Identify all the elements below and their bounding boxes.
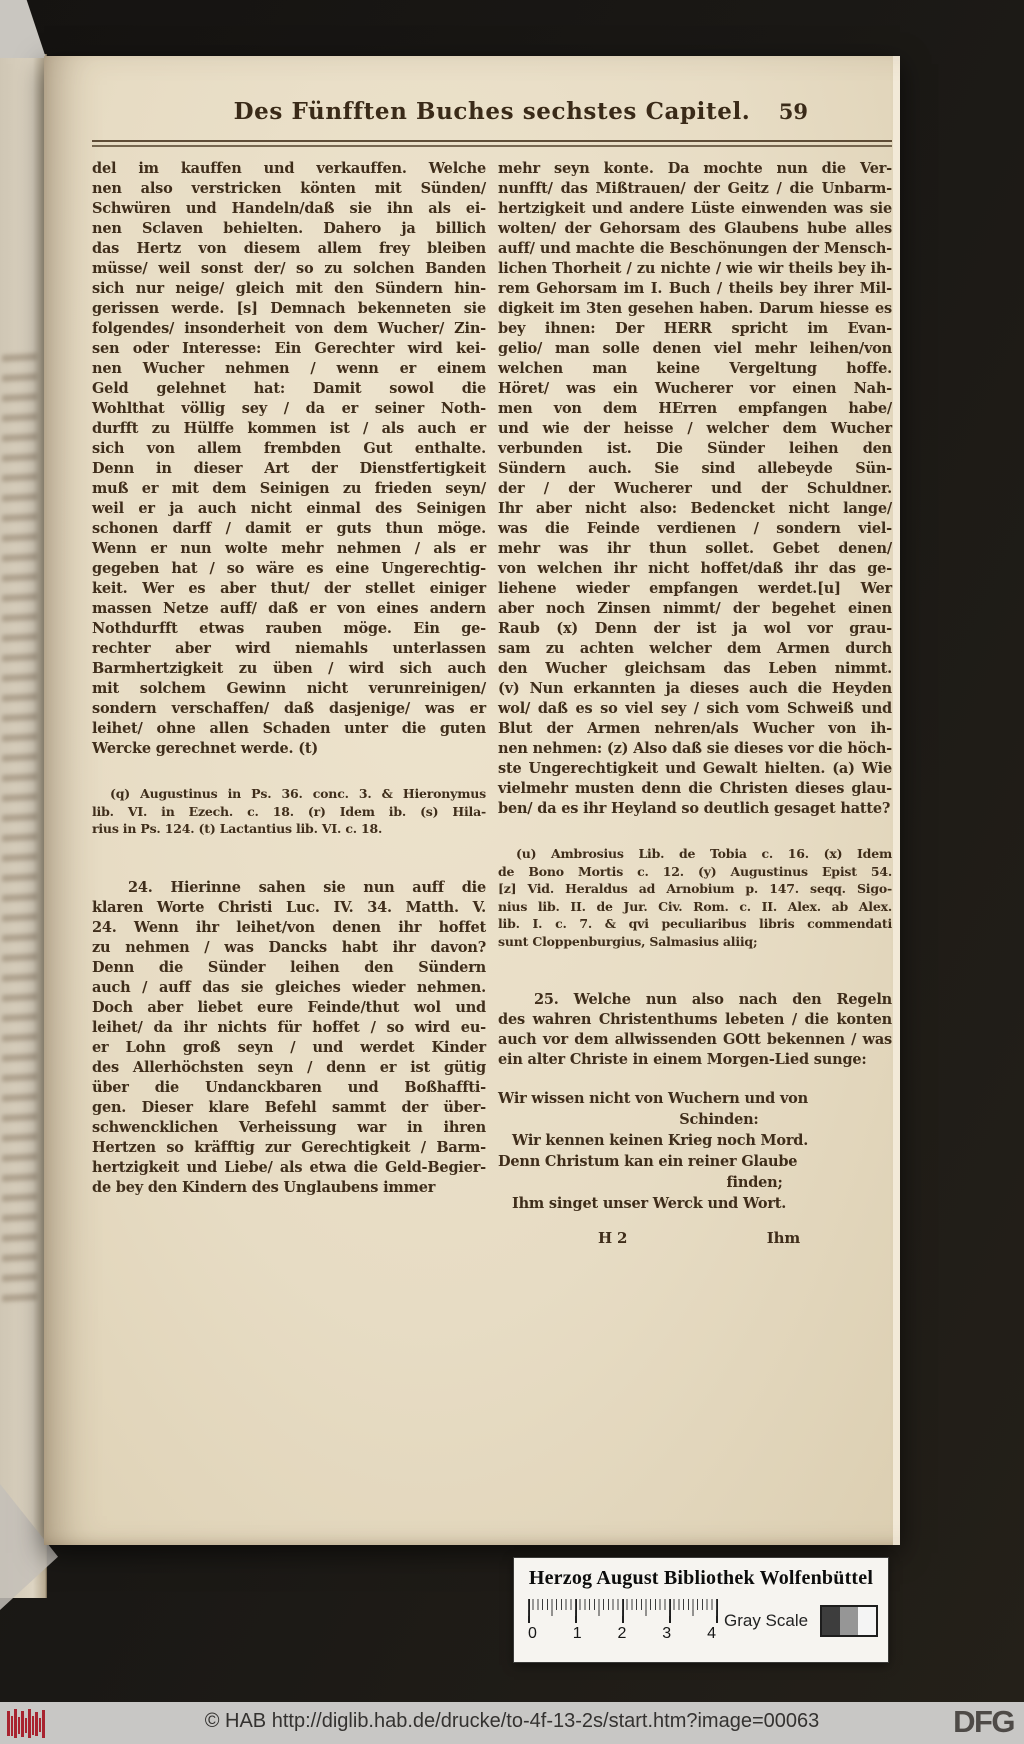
text-line: von welchen ihr nicht hoffet/daß ihr das ge- (498, 560, 892, 577)
text-line: gegeben hat / so wäre es eine Ungerechtig- (92, 560, 486, 577)
text-line: Denn in dieser Art der Dienstfertigkeit (92, 460, 486, 477)
text-line: de Bono Mortis c. 12. (y) Augustinus Epist 54. (498, 863, 892, 879)
text-line: Ihr aber nicht also: Bedencket nicht lange/ (498, 500, 892, 517)
text-line: Wir wissen nicht von Wuchern und von (498, 1090, 808, 1107)
text-line: durfft zu Hülffe kommen ist / als auch er (92, 420, 486, 437)
text-line: verbunden ist. Die Sünder leihen den (498, 440, 892, 457)
ruler-number: 1 (572, 1625, 582, 1642)
ruler-number: 4 (707, 1625, 716, 1642)
text-line: sen oder Interesse: Ein Gerechter wird kei- (92, 340, 486, 357)
text-line: Blut der Armen nehren/als Wucher von ih- (498, 720, 892, 737)
text-line: Sündern auch. Sie sind allebeyde Sün- (498, 460, 892, 477)
text-block-body (498, 159, 892, 819)
text-line: Wir kennen keinen Krieg noch Mord. (512, 1132, 809, 1149)
page-content (44, 56, 900, 1248)
left-column (92, 159, 486, 1248)
chapter-title: Des Fünfften Buches sechstes Capitel. (233, 98, 751, 125)
text-line: men von dem HErren empfangen habe/ (498, 400, 892, 417)
text-line: er Lohn groß seyn / und werdet Kinder (92, 1038, 486, 1056)
ruler-number: 3 (662, 1625, 672, 1642)
text-line: rechter aber wird niemahls unterlassen (92, 640, 486, 657)
text-line: nen Wucher nehmen / wenn er einem (92, 360, 486, 377)
text-line: den Wucher gleichsam das Leben nimmt. (498, 660, 892, 677)
dfg-logo: DFG (953, 1704, 1014, 1739)
catchword: Ihm (766, 1229, 800, 1247)
text-line: schwencklichen Verheissung war in ihren (92, 1118, 486, 1136)
text-block-para (92, 878, 486, 1198)
text-line: Doch aber liebet eure Feinde/thut wol und (92, 998, 486, 1016)
text-line: [z] Vid. Heraldus ad Arnobium p. 147. seqq. Sigo- (498, 881, 892, 896)
text-line: Schinden: (679, 1111, 759, 1128)
text-line: wolten/ der Gehorsam des Glaubens hube alles (498, 220, 892, 237)
text-line: was die Feinde verdienen / sondern viel- (498, 520, 892, 537)
text-line: sondern verschaffen/ daß dasjenige/ was er (92, 700, 486, 717)
text-block-footnote (498, 845, 892, 950)
copyright-text: © HAB http://diglib.hab.de/drucke/to-4f-13-2s/start.htm?image=00063 (204, 1710, 820, 1732)
text-line: hertzigkeit und andere Lüste einwenden was sie (498, 200, 892, 217)
text-line: Hertzen so kräfftig zur Gerechtigkeit / Barm- (92, 1138, 486, 1156)
page-header (92, 98, 892, 140)
text-line: sunt Cloppenburgius, Salmasius aliiq; (498, 933, 758, 949)
text-line: auff/ und machte die Beschönungen der Mensch- (498, 240, 892, 257)
right-column (498, 159, 892, 1248)
signature-row (498, 1228, 892, 1248)
text-line: nen also verstricken könten mit Sünden/ (92, 180, 486, 197)
text-line: ben/ da es ihr Heyland so deutlich gesaget hatte? (498, 800, 891, 817)
right-column-blocks (498, 159, 892, 1214)
gray-scale-swatch-1 (840, 1607, 858, 1635)
facing-page-sliver (0, 54, 47, 1598)
text-line: bey ihnen: Der HERR spricht im Evan- (498, 320, 892, 337)
text-line: gerissen werde. [s] Demnach bekenneten sie (92, 300, 486, 317)
text-line: 25. Welche nun also nach den Regeln (534, 991, 892, 1008)
text-line: mit solchem Gewinn nicht verunreinigen/ (92, 680, 486, 697)
footer-bar (0, 1702, 1024, 1744)
text-block-para (498, 990, 892, 1070)
text-line: massen Netze auff/ daß er von eines andern (92, 600, 486, 617)
text-line: (u) Ambrosius Lib. de Tobia c. 16. (x) Idem (516, 846, 892, 861)
text-line: Barmhertzigkeit zu üben / wird sich auch (92, 660, 486, 677)
text-line: Wercke gerechnet werde. (t) (92, 740, 319, 757)
text-line: müsse/ weil sonst der/ so zu solchen Banden (92, 260, 486, 277)
text-line: liehene wieder empfangen werdet.[u] Wer (498, 580, 892, 597)
text-line: vielmehr musten denn die Christen dieses glau- (498, 780, 892, 797)
text-line: klaren Worte Christi Luc. IV. 34. Matth. V. (92, 898, 486, 916)
calibration-row (528, 1599, 878, 1643)
institution-name: Herzog August Bibliothek Wolfenbüttel (528, 1567, 874, 1589)
text-line: leihet/ ohne allen Schaden unter die guten (92, 720, 486, 737)
text-line: lib. I. c. 7. & qvi peculiaribus libris commendati (498, 916, 892, 931)
ghost-text-showthrough (2, 353, 37, 1315)
text-line: der / der Wucherer und der Schuldner. (498, 480, 892, 497)
text-line: ein alter Christe in einem Morgen-Lied sunge: (498, 1051, 867, 1068)
text-line: schonen darff / damit er guts thun möge. (92, 520, 486, 537)
text-line: Denn Christum kan ein reiner Glaube (498, 1153, 798, 1170)
gray-scale-label: Gray Scale (724, 1611, 809, 1630)
text-line: de bey den Kindern des Unglaubens immer (92, 1178, 436, 1196)
text-line: Denn die Sünder leihen den Sündern (92, 958, 486, 976)
text-line: (v) Nun erkannten ja dieses auch die Heyden (498, 680, 892, 697)
gray-scale-swatch-0 (822, 1607, 840, 1635)
text-line: mehr seyn konte. Da mochte nun die Ver- (498, 160, 892, 177)
text-line: del im kauffen und verkauffen. Welche (92, 160, 486, 177)
text-line: weil er ja auch nicht einmal des Seinigen (92, 500, 486, 517)
text-line: Schwüren und Handeln/daß sie ihn als ei- (92, 200, 486, 217)
text-line: wol/ daß es so viel sey / sich vom Schweiß und (498, 700, 892, 717)
text-block-body (92, 159, 486, 759)
page-number: 59 (778, 99, 808, 124)
text-line: nen nehmen: (z) Also daß sie dieses vor die höch- (498, 740, 892, 757)
text-line: leihet/ da ihr nichts für hoffet / so wird eu- (92, 1018, 486, 1036)
text-line: nen Sclaven behielten. Dahero ja billich (92, 220, 486, 237)
text-line: hertzigkeit und Liebe/ als etwa die Geld-Begier- (92, 1158, 486, 1176)
ruler-number: 2 (617, 1625, 627, 1642)
text-line: ste Ungerechtigkeit und Gewalt hielten. (a) Wie (498, 760, 892, 777)
gray-scale-swatch-2 (858, 1607, 876, 1635)
text-line: des wahren Christenthums lebeten / die konten (498, 1011, 892, 1028)
text-line: Geld gelehnet hat: Damit sowol die (92, 380, 486, 397)
text-line: Raub (x) Denn der ist ja wol vor grau- (498, 620, 892, 637)
text-line: finden; (726, 1174, 783, 1191)
text-block-footnote (92, 785, 486, 838)
text-line: gelio/ man solle denen viel mehr leihen/von (498, 340, 892, 357)
text-line: mehr was ihr thun sollet. Gebet denen/ (498, 540, 892, 557)
text-line: Höret/ was ein Wucherer vor einen Nah- (498, 380, 892, 397)
text-line: folgendes/ insonderheit von dem Wucher/ Zin- (92, 320, 486, 337)
text-columns (92, 159, 892, 1248)
text-line: aber noch Zinsen nimmt/ der begehet einen (498, 600, 892, 617)
text-block-verse (498, 1088, 892, 1214)
text-line: 24. Wenn ihr leihet/von denen ihr hoffet (92, 918, 486, 936)
text-line: Wenn er nun wolte mehr nehmen / als er (92, 540, 486, 557)
gray-scale-swatches (820, 1605, 878, 1637)
text-line: rem Gehorsam im I. Buch / theils bey ihrer Mil- (498, 280, 892, 297)
hab-logo-icon (6, 1705, 52, 1742)
divider-rule-bottom (92, 145, 892, 147)
text-line: das Hertz von diesem allem frey bleiben (92, 240, 486, 257)
text-line: nius lib. II. de Jur. Civ. Rom. c. II. Alex. ab Alex. (498, 898, 892, 914)
ruler (528, 1599, 718, 1643)
text-line: 24. Hierinne sahen sie nun auff die (128, 878, 486, 896)
text-line: auch vor dem allwissenden GOtt bekennen / was (498, 1031, 892, 1048)
text-line: digkeit im 3ten gesehen haben. Darum hiesse es (498, 300, 892, 317)
book-page (44, 56, 900, 1545)
text-line: sich von allem frembden Gut enthalte. (92, 440, 486, 457)
text-line: und wie der heisse / welcher dem Wucher (498, 420, 892, 437)
text-line: gen. Dieser klare Befehl sammt der über- (92, 1098, 486, 1116)
ruler-ticks (528, 1599, 718, 1623)
text-line: nunfft/ das Mißtrauen/ der Geitz / die Unbarm- (498, 180, 892, 197)
text-line: Wohlthat völlig sey / da er seiner Noth- (92, 400, 486, 417)
text-line: welchen man keine Vergeltung hoffe. (498, 360, 892, 377)
text-line: auch / auff das sie gleiches wieder nehmen. (92, 978, 486, 996)
text-line: (q) Augustinus in Ps. 36. conc. 3. & Hieronymus (110, 786, 486, 801)
text-line: über die Undanckbaren und Boßhaffti- (92, 1078, 486, 1096)
divider-rule-top (92, 140, 892, 142)
text-line: sam zu achten welcher dem Armen durch (498, 640, 892, 657)
signature-mark: H 2 (598, 1229, 628, 1247)
text-line: zu nehmen / was Dancks habt ihr davon? (92, 938, 486, 956)
text-line: Nothdurfft etwas rauben möge. Ein ge- (92, 620, 486, 637)
text-line: lib. VI. in Ezech. c. 18. (r) Idem ib. (s) Hila- (92, 803, 486, 819)
calibration-label (514, 1558, 888, 1662)
text-line: muß er mit dem Seinigen zu frieden seyn/ (92, 480, 486, 497)
text-line: rius in Ps. 124. (t) Lactantius lib. VI. c. 18. (92, 821, 383, 836)
text-line: keit. Wer es aber thut/ der stellet einiger (92, 580, 486, 597)
cradle-corner-top-left (0, 0, 46, 58)
text-line: Ihm singet unser Werck und Wort. (512, 1195, 787, 1212)
text-line: des Allerhöchsten seyn / denn er ist gütig (92, 1058, 486, 1076)
ruler-numbers (528, 1625, 716, 1643)
text-line: lichen Thorheit / zu nichte / wie wir theils bey ih- (498, 260, 892, 277)
ruler-number: 0 (528, 1625, 537, 1642)
text-line: sich nur neige/ gleich mit den Sündern hin- (92, 280, 486, 297)
